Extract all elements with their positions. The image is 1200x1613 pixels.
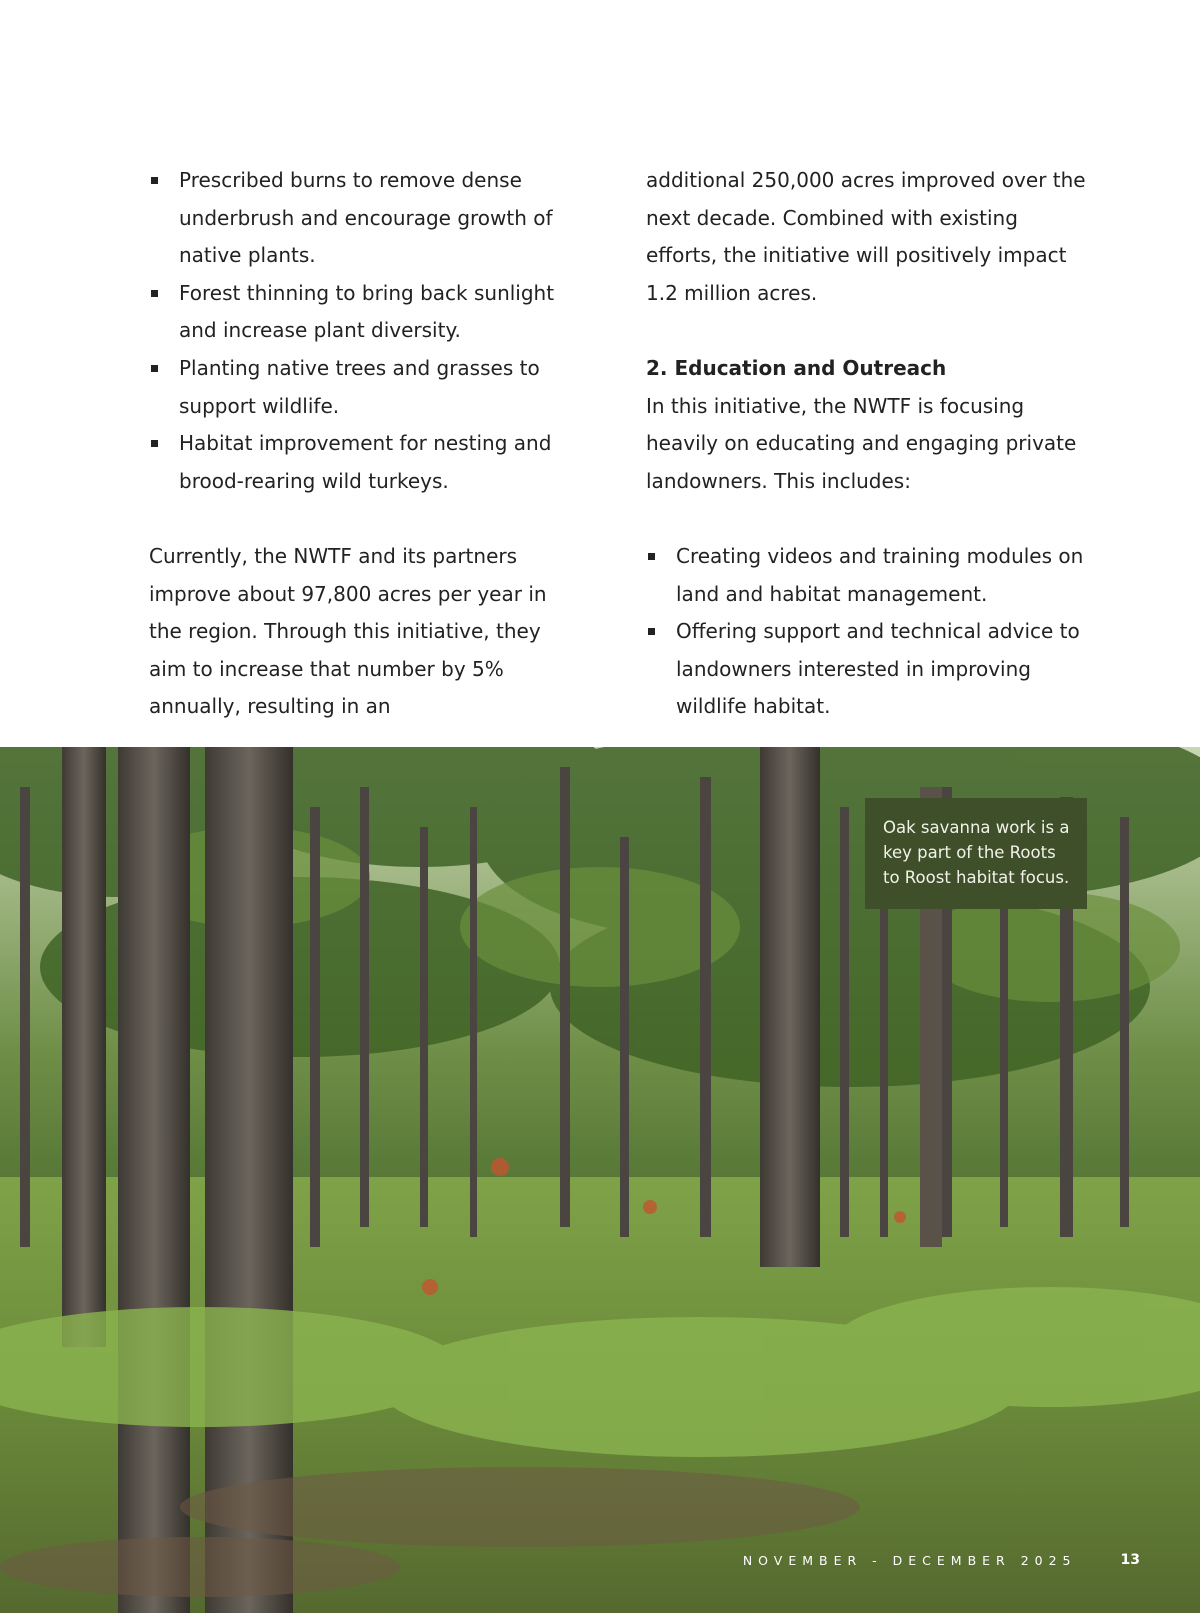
square-bullet-icon [151, 440, 158, 447]
left-column [149, 162, 581, 726]
list-item: Creating videos and training modules on land and habitat management. [646, 538, 1086, 613]
intro-paragraph: In this initiative, the NWTF is focusing heavily on educating and engaging private landowners. This includes: [646, 393, 1077, 493]
square-bullet-icon [151, 177, 158, 184]
continuation-paragraph: additional 250,000 acres improved over the next decade. Combined with existing efforts, the initiative will positively impact 1.2 million acres. [646, 168, 1086, 305]
page-number: 13 [1120, 1552, 1140, 1568]
page-footer [740, 1549, 1140, 1571]
list-item: Forest thinning to bring back sunlight and increase plant diversity. [149, 275, 581, 350]
acres-paragraph: Currently, the NWTF and its partners improve about 97,800 acres per year in the region. Through this initiative, they aim to increase that number by 5% annually, resulting in an [149, 543, 547, 719]
square-bullet-icon [151, 365, 158, 372]
list-item: Planting native trees and grasses to support wildlife. [149, 350, 581, 425]
article-columns [149, 162, 1086, 726]
list-item: Habitat improvement for nesting and brood-rearing wild turkeys. [149, 425, 581, 500]
outreach-list [646, 538, 1086, 726]
square-bullet-icon [648, 553, 655, 560]
issue-date: NOVEMBER - DECEMBER 2025 [742, 1552, 1077, 1568]
square-bullet-icon [151, 290, 158, 297]
photo-caption: Oak savanna work is a key part of the Roots to Roost habitat focus. [865, 798, 1087, 909]
habitat-work-list [149, 162, 581, 500]
list-item: Prescribed burns to remove dense underbrush and encourage growth of native plants. [149, 162, 581, 275]
square-bullet-icon [648, 628, 655, 635]
list-item: Offering support and technical advice to landowners interested in improving wildlife habitat. [646, 613, 1086, 726]
section-heading: 2. Education and Outreach [646, 355, 947, 380]
right-column [646, 162, 1086, 726]
